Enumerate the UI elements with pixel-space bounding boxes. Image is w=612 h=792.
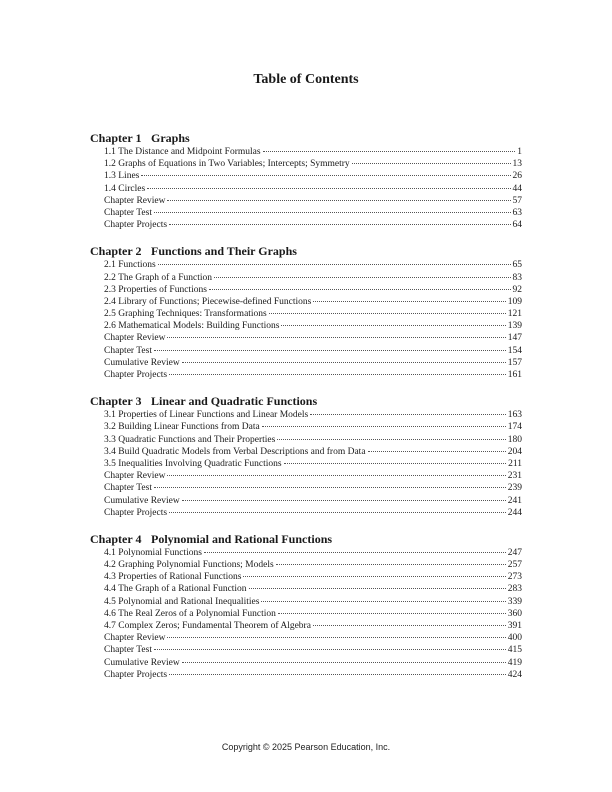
toc-entry[interactable] bbox=[104, 284, 522, 296]
chapter-number: Chapter 2 bbox=[90, 244, 142, 259]
chapter-heading bbox=[90, 131, 522, 146]
toc-entry-label: Cumulative Review bbox=[104, 357, 180, 368]
toc-entry-page-number: 121 bbox=[507, 309, 522, 320]
dot-leader bbox=[284, 463, 507, 464]
dot-leader bbox=[182, 362, 506, 363]
chapter-entries bbox=[90, 146, 522, 231]
toc-entry-label: Chapter Projects bbox=[104, 370, 168, 380]
toc-entry-page-number: 109 bbox=[507, 296, 522, 307]
chapter-section bbox=[90, 131, 522, 231]
chapter-name: Linear and Quadratic Functions bbox=[151, 394, 318, 409]
chapter-section bbox=[90, 244, 522, 381]
toc-entry-label: 4.6 The Real Zeros of a Polynomial Function bbox=[104, 608, 276, 619]
chapter-heading bbox=[90, 244, 522, 259]
toc-entry[interactable] bbox=[104, 559, 522, 571]
toc-entry[interactable] bbox=[104, 596, 522, 608]
dot-leader bbox=[276, 564, 506, 565]
chapter-heading bbox=[90, 394, 522, 409]
dot-leader bbox=[262, 426, 506, 427]
toc-entry-page-number: 180 bbox=[507, 434, 522, 445]
dot-leader bbox=[352, 163, 511, 164]
toc-entry-label: Chapter Projects bbox=[104, 507, 168, 518]
chapter-number: Chapter 1 bbox=[90, 131, 142, 145]
toc-entry-label: Chapter Review bbox=[104, 195, 166, 206]
toc-entry-label: Chapter Test bbox=[104, 483, 152, 494]
dot-leader bbox=[277, 439, 505, 440]
dot-leader bbox=[169, 674, 506, 675]
page-title: Table of Contents bbox=[253, 72, 359, 87]
toc-entry[interactable] bbox=[104, 583, 522, 595]
toc-entry-label: Chapter Test bbox=[104, 207, 152, 218]
dot-leader bbox=[249, 588, 506, 589]
toc-entry[interactable] bbox=[104, 434, 522, 446]
toc-entry-page-number: 360 bbox=[507, 608, 522, 619]
toc-entry-label: 1.4 Circles bbox=[104, 183, 146, 194]
toc-entry-page-number: 244 bbox=[507, 507, 522, 518]
toc-entry-label: 2.5 Graphing Techniques: Transformations bbox=[104, 309, 267, 320]
toc-entry[interactable] bbox=[104, 296, 522, 308]
dot-leader bbox=[269, 313, 506, 314]
toc-entry[interactable] bbox=[104, 219, 522, 231]
toc-entry-page-number: 273 bbox=[507, 572, 522, 583]
toc-entry[interactable] bbox=[104, 345, 522, 357]
toc-entry[interactable] bbox=[104, 507, 522, 519]
toc-entry[interactable] bbox=[104, 669, 522, 681]
toc-entry-label: 1.2 Graphs of Equations in Two Variables; Intercepts; Symmetry bbox=[104, 159, 350, 170]
toc-entry-page-number: 83 bbox=[512, 272, 522, 283]
toc-entry[interactable] bbox=[104, 470, 522, 482]
toc-entry-label: 1.3 Lines bbox=[104, 171, 140, 182]
toc-entry-label: 1.1 The Distance and Midpoint Formulas bbox=[104, 147, 261, 157]
toc-entry[interactable] bbox=[104, 547, 522, 559]
toc-entry-page-number: 57 bbox=[512, 195, 522, 206]
dot-leader bbox=[154, 212, 511, 213]
toc-entry-page-number: 63 bbox=[512, 207, 522, 218]
dot-leader bbox=[310, 414, 506, 415]
dot-leader bbox=[278, 613, 506, 614]
toc-entry-page-number: 424 bbox=[507, 669, 522, 680]
toc-entry-label: 3.5 Inequalities Involving Quadratic Functions bbox=[104, 458, 282, 469]
toc-entry-page-number: 391 bbox=[507, 621, 522, 631]
toc-entry-page-number: 174 bbox=[507, 422, 522, 433]
toc-entry-label: 3.4 Build Quadratic Models from Verbal Descriptions and from Data bbox=[104, 446, 366, 457]
toc-entry[interactable] bbox=[104, 207, 522, 219]
toc-entry[interactable] bbox=[104, 620, 522, 632]
toc-entry-page-number: 13 bbox=[512, 159, 522, 170]
dot-leader bbox=[158, 264, 511, 265]
chapter-section bbox=[90, 394, 522, 519]
toc-entry-label: Chapter Test bbox=[104, 345, 152, 356]
toc-entry-page-number: 257 bbox=[507, 560, 522, 571]
toc-entry-label: 3.2 Building Linear Functions from Data bbox=[104, 422, 260, 433]
toc-entry-page-number: 147 bbox=[507, 333, 522, 344]
toc-entry-label: 4.5 Polynomial and Rational Inequalities bbox=[104, 596, 260, 607]
toc-entry-page-number: 139 bbox=[507, 321, 522, 332]
toc-entry-page-number: 1 bbox=[517, 147, 522, 157]
dot-leader bbox=[167, 637, 505, 638]
toc-entry[interactable] bbox=[104, 495, 522, 507]
toc-entry[interactable] bbox=[104, 272, 522, 284]
toc-entry[interactable] bbox=[104, 369, 522, 381]
chapter-number: Chapter 4 bbox=[90, 531, 142, 546]
dot-leader bbox=[182, 500, 506, 501]
chapter-entries bbox=[90, 547, 522, 681]
toc-entry[interactable] bbox=[104, 158, 522, 170]
chapter-heading bbox=[90, 532, 522, 547]
toc-entry-label: 3.1 Properties of Linear Functions and Linear Models bbox=[104, 410, 309, 421]
toc-entry-label: Chapter Review bbox=[104, 333, 166, 344]
dot-leader bbox=[214, 277, 511, 278]
toc-entry-label: 3.3 Quadratic Functions and Their Properties bbox=[104, 434, 276, 445]
toc-entry-label: Chapter Review bbox=[104, 633, 166, 644]
toc-entry[interactable] bbox=[104, 632, 522, 644]
toc-entry[interactable] bbox=[104, 421, 522, 433]
toc-entry-label: 4.3 Properties of Rational Functions bbox=[104, 572, 242, 583]
chapter-entries bbox=[90, 409, 522, 519]
dot-leader bbox=[209, 289, 511, 290]
dot-leader bbox=[169, 224, 510, 225]
dot-leader bbox=[263, 151, 516, 152]
toc-entry-page-number: 211 bbox=[508, 458, 522, 469]
toc-entry[interactable] bbox=[104, 146, 522, 158]
dot-leader bbox=[167, 475, 505, 476]
toc-entry-page-number: 26 bbox=[512, 171, 522, 182]
toc-entry-page-number: 231 bbox=[507, 471, 522, 482]
toc-entry-page-number: 247 bbox=[507, 547, 522, 558]
chapter-name: Polynomial and Rational Functions bbox=[151, 531, 333, 546]
dot-leader bbox=[141, 175, 510, 176]
toc-entry-label: 4.2 Graphing Polynomial Functions; Models bbox=[104, 560, 274, 571]
dot-leader bbox=[167, 200, 510, 201]
toc-entry-page-number: 161 bbox=[507, 370, 522, 380]
chapter-section bbox=[90, 532, 522, 681]
toc-entry[interactable] bbox=[104, 357, 522, 369]
dot-leader bbox=[182, 662, 506, 663]
dot-leader bbox=[313, 301, 505, 302]
toc-entry[interactable] bbox=[104, 170, 522, 182]
toc-entry[interactable] bbox=[104, 608, 522, 620]
toc-entry-page-number: 283 bbox=[507, 584, 522, 595]
toc-entry[interactable] bbox=[104, 195, 522, 207]
toc-entry-label: Cumulative Review bbox=[104, 495, 180, 506]
dot-leader bbox=[147, 188, 510, 189]
toc-entry-label: Chapter Test bbox=[104, 645, 152, 656]
toc-entry-page-number: 241 bbox=[507, 495, 522, 506]
toc-entry[interactable] bbox=[104, 332, 522, 344]
toc-entry-page-number: 419 bbox=[507, 657, 522, 668]
toc-entry-page-number: 415 bbox=[507, 645, 522, 656]
toc-entry-page-number: 339 bbox=[507, 596, 522, 607]
toc-entry-label: 2.4 Library of Functions; Piecewise-defined Functions bbox=[104, 296, 312, 307]
toc-entry[interactable] bbox=[104, 446, 522, 458]
chapter-name: Functions and Their Graphs bbox=[151, 244, 297, 259]
dot-leader bbox=[368, 451, 506, 452]
toc-entry[interactable] bbox=[104, 409, 522, 421]
toc-entry-label: Chapter Projects bbox=[104, 669, 168, 680]
toc-entry[interactable] bbox=[104, 657, 522, 669]
toc-entry-label: 4.1 Polynomial Functions bbox=[104, 547, 202, 558]
toc-entry-page-number: 157 bbox=[507, 357, 522, 368]
dot-leader bbox=[204, 552, 506, 553]
chapter-entries bbox=[90, 259, 522, 381]
toc-entry[interactable] bbox=[104, 644, 522, 656]
toc-entry-page-number: 204 bbox=[507, 446, 522, 457]
dot-leader bbox=[154, 487, 506, 488]
toc-entry[interactable] bbox=[104, 482, 522, 494]
chapter-name: Graphs bbox=[151, 131, 190, 145]
dot-leader bbox=[154, 649, 506, 650]
dot-leader bbox=[167, 337, 505, 338]
toc-entry-label: 4.7 Complex Zeros; Fundamental Theorem of Algebra bbox=[104, 621, 311, 631]
dot-leader bbox=[154, 350, 506, 351]
toc-entry[interactable] bbox=[104, 183, 522, 195]
toc-entry-label: 2.3 Properties of Functions bbox=[104, 284, 207, 295]
toc-entry-label: Chapter Review bbox=[104, 471, 166, 482]
toc-entry-page-number: 44 bbox=[512, 183, 522, 194]
copyright-notice: Copyright © 2025 Pearson Education, Inc. bbox=[221, 742, 391, 752]
toc-entry[interactable] bbox=[104, 320, 522, 332]
toc-entry-page-number: 64 bbox=[512, 220, 522, 231]
chapter-number: Chapter 3 bbox=[90, 394, 142, 409]
toc-entry[interactable] bbox=[104, 571, 522, 583]
toc-entry-label: Cumulative Review bbox=[104, 657, 180, 668]
toc-entry-page-number: 92 bbox=[512, 284, 522, 295]
toc-entry-page-number: 239 bbox=[507, 483, 522, 494]
toc-entry-page-number: 163 bbox=[507, 410, 522, 421]
table-of-contents bbox=[90, 131, 522, 694]
dot-leader bbox=[313, 625, 506, 626]
toc-entry-page-number: 65 bbox=[512, 260, 522, 271]
dot-leader bbox=[169, 374, 506, 375]
dot-leader bbox=[169, 512, 506, 513]
toc-entry-label: 2.6 Mathematical Models: Building Functions bbox=[104, 321, 280, 332]
toc-entry-label: Chapter Projects bbox=[104, 220, 168, 231]
toc-entry-label: 4.4 The Graph of a Rational Function bbox=[104, 584, 247, 595]
toc-entry-label: 2.1 Functions bbox=[104, 260, 156, 271]
toc-entry[interactable] bbox=[104, 259, 522, 271]
dot-leader bbox=[243, 576, 505, 577]
toc-entry-label: 2.2 The Graph of a Function bbox=[104, 272, 212, 283]
toc-entry[interactable] bbox=[104, 458, 522, 470]
toc-entry-page-number: 400 bbox=[507, 633, 522, 644]
dot-leader bbox=[261, 601, 505, 602]
toc-entry[interactable] bbox=[104, 308, 522, 320]
dot-leader bbox=[281, 325, 505, 326]
toc-entry-page-number: 154 bbox=[507, 345, 522, 356]
